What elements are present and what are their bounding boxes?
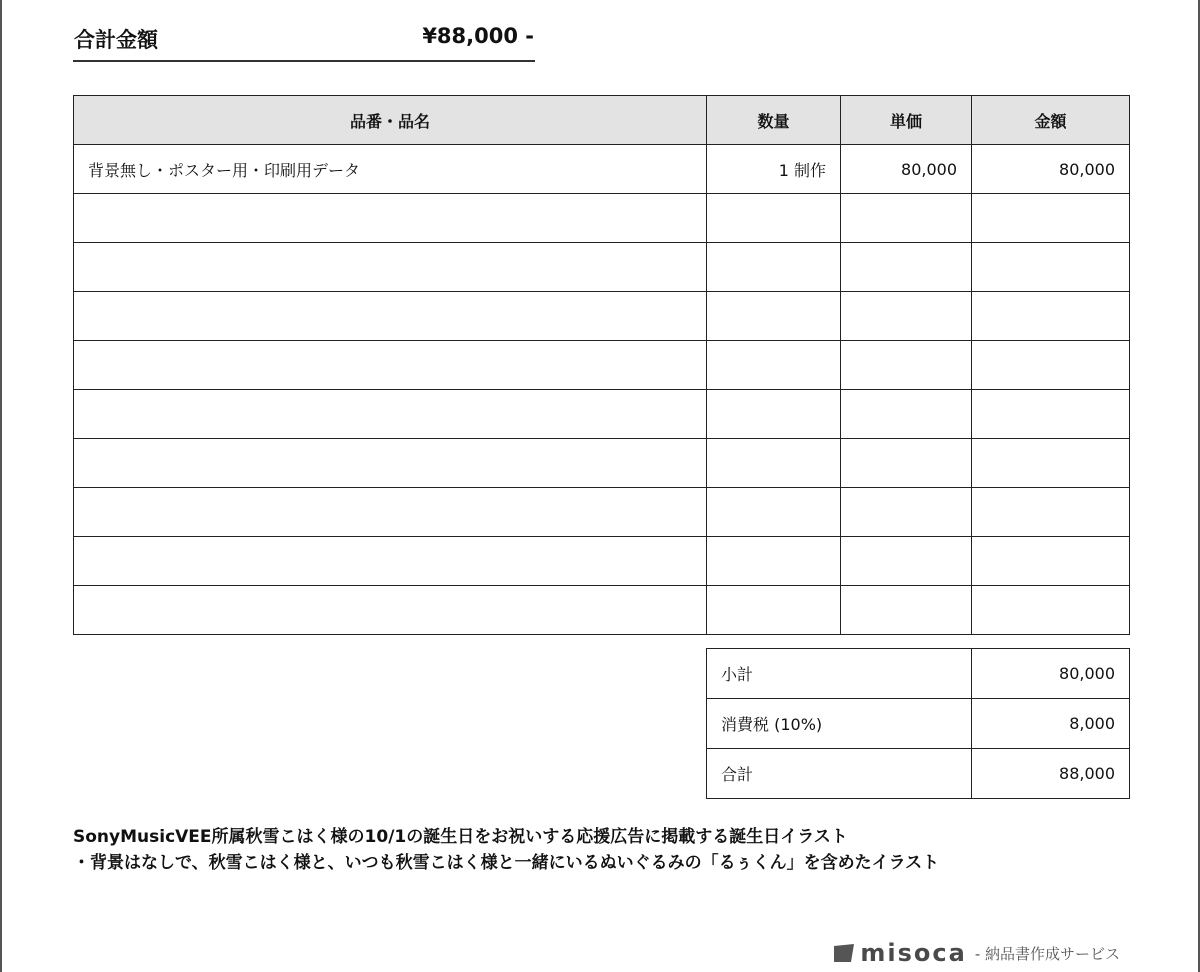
table-header-row [74, 96, 1130, 145]
item-name-cell: 背景無し・ポスター用・印刷用データ [74, 145, 707, 194]
header-unit-price: 単価 [841, 96, 972, 145]
footer-subtitle: - 納品書作成サービス [974, 944, 1120, 963]
total-amount-label: 合計金額 [74, 28, 158, 52]
header-amount: 金額 [972, 96, 1130, 145]
grand-total-label: 合計 [707, 749, 972, 799]
totals-table [706, 648, 1130, 799]
table-row-empty [74, 292, 1130, 341]
table-row-empty [74, 194, 1130, 243]
table-row-empty [74, 341, 1130, 390]
table-row-empty [74, 586, 1130, 635]
tax-value: 8,000 [972, 699, 1130, 749]
page-border-left [0, 0, 2, 972]
total-amount-block [73, 22, 535, 62]
table-row-empty [74, 390, 1130, 439]
table-row-empty [74, 439, 1130, 488]
footer-brand-name: misoca [860, 939, 967, 967]
misoca-logo-icon [834, 944, 854, 962]
subtotal-value: 80,000 [972, 649, 1130, 699]
grand-total-row [707, 749, 1130, 799]
header-item-name: 品番・品名 [74, 96, 707, 145]
footer-branding [834, 938, 1120, 968]
total-amount-value: ¥88,000 - [422, 24, 534, 48]
amount-cell: 80,000 [972, 145, 1130, 194]
tax-label: 消費税 (10%) [707, 699, 972, 749]
header-quantity: 数量 [707, 96, 841, 145]
table-row [74, 145, 1130, 194]
tax-row [707, 699, 1130, 749]
grand-total-value: 88,000 [972, 749, 1130, 799]
note-line-2: ・背景はなしで、秋雪こはく様と、いつも秋雪こはく様と一緒にいるぬいぐるみの「るぅくん」を含めたイラスト [73, 853, 940, 873]
line-items-table [73, 95, 1130, 635]
unit-price-cell: 80,000 [841, 145, 972, 194]
quantity-cell: 1 制作 [707, 145, 841, 194]
subtotal-label: 小計 [707, 649, 972, 699]
table-row-empty [74, 537, 1130, 586]
notes-section [73, 824, 1163, 876]
table-row-empty [74, 488, 1130, 537]
table-row-empty [74, 243, 1130, 292]
subtotal-row [707, 649, 1130, 699]
note-line-1: SonyMusicVEE所属秋雪こはく様の10/1の誕生日をお祝いする応援広告に掲載する誕生日イラスト [73, 827, 848, 847]
